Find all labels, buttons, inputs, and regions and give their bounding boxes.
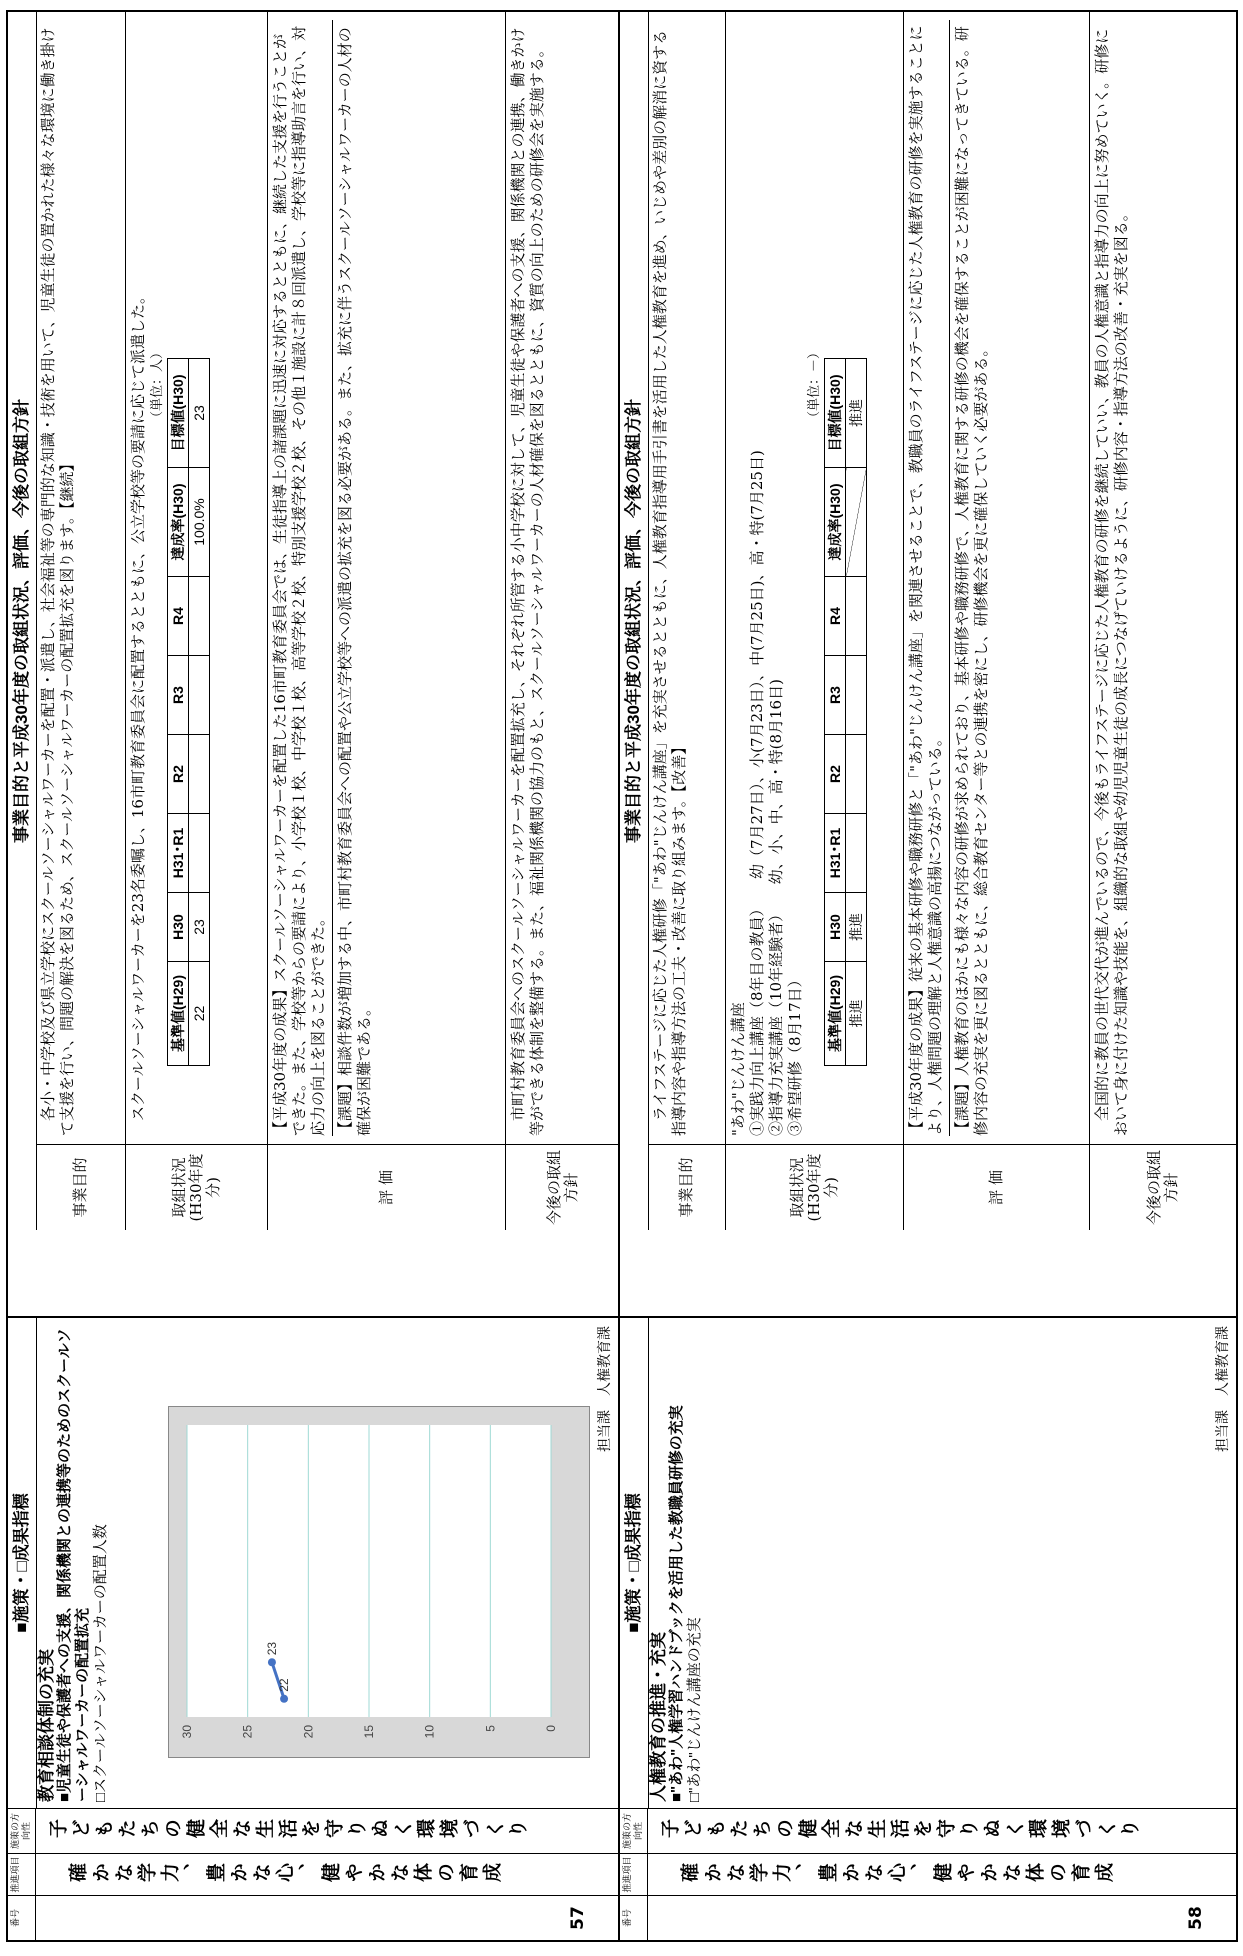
- status-cell: [726, 12, 903, 1144]
- item-header: 推進項目: [8, 1854, 36, 1895]
- status-label-text: 取組状況 (H30年度分): [170, 1153, 222, 1222]
- kpi-header: 基準値(H29): [825, 962, 846, 1066]
- promotion-item: 確かな学力、豊かな心、健やかな体の育成: [680, 1863, 1117, 1885]
- policy-title: 人権教育の推進・充実: [649, 1632, 668, 1802]
- kpi-value: 推進: [846, 359, 867, 468]
- data-point: [268, 1658, 276, 1666]
- record-57: [8, 12, 620, 1940]
- kpi-header: R2: [168, 735, 189, 814]
- section-title: 事業目的と平成30年度の取組状況、評価、今後の取組方針: [620, 12, 649, 1230]
- y-tick-label: 10: [422, 1725, 437, 1739]
- item-header: 推進項目: [620, 1854, 648, 1895]
- y-tick-label: 20: [301, 1725, 316, 1739]
- indicator: □スクールソーシャルワーカーの配置人数: [92, 1524, 109, 1802]
- policy-column: [8, 1316, 618, 1808]
- policy-text: [650, 1324, 704, 1802]
- kpi-value-row: [189, 359, 210, 1066]
- purpose-text: 各小・中学校及び県立学校にスクールソーシャルワーカーを配置・派遣し、社会福祉等の専門的な知識・技術を用いて、児童生徒の置かれた様々な環境に働き掛けて支援を行い、問題の解決を図るため、スクールソーシャルワーカーの配置拡充を図ります。【継続】: [39, 27, 76, 1136]
- direction-header: 施策の方向性: [8, 1809, 36, 1853]
- direction-header: 施策の方向性: [620, 1809, 648, 1853]
- policy-heading: ■施策・□成果指標: [620, 1318, 649, 1808]
- record-58: [620, 12, 1236, 1940]
- kpi-header: R4: [825, 577, 846, 656]
- status-line: "あわ"じんけん講座: [729, 1002, 747, 1136]
- policy-title: 教育相談体制の充実: [37, 1649, 56, 1802]
- eval-cell: [268, 12, 505, 1144]
- data-point: [280, 1695, 288, 1703]
- kpi-value: [846, 577, 867, 656]
- kpi-value: [189, 814, 210, 893]
- status-row: [726, 12, 904, 1230]
- kpi-table: [167, 358, 210, 1066]
- policy-text: [38, 1324, 110, 1802]
- eval-row: [268, 12, 506, 1230]
- future-label: 今後の取組方針: [506, 1144, 620, 1230]
- item-column: [620, 1853, 1236, 1895]
- indicator: □"あわ"じんけん講座の充実: [686, 1617, 703, 1802]
- kpi-value-row: [846, 359, 867, 1066]
- kpi-value: 推進: [846, 893, 867, 962]
- purpose-row: [648, 12, 726, 1230]
- purpose-label: 事業目的: [36, 1144, 125, 1230]
- kpi-value: 23: [189, 893, 210, 962]
- kpi-header: 達成率(H30): [825, 468, 846, 577]
- future-row: [506, 12, 620, 1230]
- promotion-item: 確かな学力、豊かな心、健やかな体の育成: [68, 1863, 505, 1885]
- eval-label: 評 価: [904, 1144, 1089, 1230]
- number-header: 番号: [8, 1896, 36, 1940]
- eval-row: [904, 12, 1090, 1230]
- section-title: 事業目的と平成30年度の取組状況、評価、今後の取組方針: [8, 12, 37, 1230]
- purpose-label: 事業目的: [648, 1144, 725, 1230]
- kpi-header: H31･R1: [825, 814, 846, 893]
- policy-sub: ■"あわ"人権学習ハンドブックを活用した教職員研修の充実: [668, 1405, 685, 1802]
- eval-result: 【平成30年度の成果】スクールソーシャルワーカーを配置した16市町教育委員会では、生徒指導上の諸課題に迅速に対応するとともに、継続した支援を行うことができた。また、学校等からの要請により、小学校１校、中学校１校、高等学校２校、特別支援学校２校、その他１施設に計８回派遣し、学校等に指導助言を行い、対応力の向上を図ることができた。: [271, 25, 327, 1136]
- department: 担当課 人権教育課: [596, 1326, 612, 1452]
- department: 担当課 人権教育課: [1214, 1326, 1230, 1452]
- future-row: [1090, 12, 1236, 1230]
- kpi-unit: （単位：人）: [150, 346, 165, 425]
- future-text: 市町村教育委員会へのスクールソーシャルワーカーを配置拡充し、それぞれ所管する小中学校に対して、児童生徒や保護者への支援、関係機関との連携、働きかけ等ができる体制を整備する。また、福祉関係機関の協力のもと、スクールソーシャルワーカーの人材確保を図るとともに、資質の向上のための研修会を実施する。: [509, 27, 546, 1136]
- eval-issue: 【課題】人権教育のほかにも様々な内容の研修が求められており、基本研修や職務研修で、人権教育に関する研修の機会を確保することが困難になってきている。研修内容の充実を更に図るとともに、総合教育センター等との連携を密にし、研修機会を更に確保していく必要がある。: [949, 20, 991, 1136]
- y-tick-label: 5: [483, 1725, 498, 1732]
- y-tick-label: 0: [544, 1725, 558, 1732]
- status-text: スクールソーシャルワーカーを23名委嘱し、16市町教育委員会に配置するとともに、公立学校等の要請に応じて派遣した。: [129, 289, 147, 1121]
- kpi-header: 目標値(H30): [168, 359, 189, 468]
- kpi-header: R3: [168, 656, 189, 735]
- kpi-value: [846, 656, 867, 735]
- kpi-value: 22: [189, 962, 210, 1066]
- eval-cell: [904, 12, 1089, 1144]
- chart-svg: [169, 1407, 589, 1757]
- body-column: [8, 12, 618, 1230]
- status-label: [126, 1144, 267, 1230]
- kpi-value: [189, 656, 210, 735]
- y-tick-label: 30: [180, 1725, 194, 1739]
- body-column: [620, 12, 1236, 1230]
- status-lines: [729, 20, 805, 1136]
- number-column: [8, 1895, 618, 1940]
- kpi-header: R3: [825, 656, 846, 735]
- y-tick-label: 15: [362, 1725, 376, 1739]
- kpi-header: R2: [825, 735, 846, 814]
- kpi-header: H30: [825, 893, 846, 962]
- kpi-header: 基準値(H29): [168, 962, 189, 1066]
- direction-column: [620, 1808, 1236, 1853]
- policy-column: [620, 1316, 1236, 1808]
- kpi-header-row: [825, 359, 846, 1066]
- kpi-value: [846, 814, 867, 893]
- status-line: ②指導力充実講座（10年経験者） 幼、小、中、高・特(8月16日): [767, 679, 785, 1136]
- kpi-value: [846, 468, 867, 577]
- kpi-value: [846, 735, 867, 814]
- eval-issue: 【課題】相談件数が増加する中、市町村教育委員会への配置や公立学校等への派遣の拡充を図る必要がある。また、拡充に伴うスクールソーシャルワーカーの人材の確保が困難である。: [332, 20, 374, 1136]
- eval-result: 【平成30年度の成果】従来の基本研修や職務研修と「"あわ"じんけん講座」を関連させることで、教職員のライフステージに応じた人権教育の研修を実施することにより、人権問題の理解と人権意識の高揚につながっている。: [907, 25, 944, 1136]
- status-label: [726, 1144, 903, 1230]
- indicator-chart: [168, 1406, 590, 1758]
- kpi-unit: （単位：－）: [807, 346, 822, 425]
- kpi-value: 100.0%: [189, 468, 210, 577]
- status-line: ①実践力向上講座（8年目の教員） 幼（7月27日）、小(7月23日）、中(7月25日)、高・特(7月25日): [748, 450, 766, 1136]
- kpi-header-row: [168, 359, 189, 1066]
- status-cell: [126, 12, 267, 1144]
- data-label: 22: [277, 1678, 292, 1692]
- purpose-text: ライフステージに応じた人権研修「"あわ"じんけん講座」を充実させるとともに、人権教育指導用手引書を活用した人権教育を進め、いじめや差別の解消に資する指導内容や指導方法の工夫・改善に取り組みます。【改善】: [651, 29, 688, 1136]
- status-line: ③希望研修（8月17日）: [786, 972, 804, 1136]
- kpi-table: [824, 358, 867, 1066]
- kpi-value: [189, 577, 210, 656]
- direction-column: [8, 1808, 618, 1853]
- policy-direction: 子どもたちの健全な生活を守りぬく環境づくり: [48, 1819, 531, 1841]
- item-column: [8, 1853, 618, 1895]
- status-row: [126, 12, 268, 1230]
- kpi-header: 目標値(H30): [825, 359, 846, 468]
- kpi-header: R4: [168, 577, 189, 656]
- number-column: [620, 1895, 1236, 1940]
- purpose-row: [36, 12, 126, 1230]
- eval-label: 評 価: [268, 1144, 505, 1230]
- policy-sub: ■児童生徒や保護者への支援、関係機関との連携等のためのスクールソーシャルワーカーの配置拡充: [56, 1328, 91, 1802]
- y-tick-label: 25: [240, 1725, 255, 1739]
- kpi-header: 達成率(H30): [168, 468, 189, 577]
- kpi-value: 23: [189, 359, 210, 468]
- record-number: 57: [568, 1906, 588, 1930]
- record-number: 58: [1186, 1906, 1206, 1930]
- future-label: 今後の取組方針: [1090, 1144, 1236, 1230]
- policy-direction: 子どもたちの健全な生活を守りぬく環境づくり: [660, 1819, 1143, 1841]
- future-text: 全国的に教員の世代交代が進んでいるので、今後もライフステージに応じた人権教育の研修を継続していい、教員の人権意識と指導力の向上に努めていく。研修において身に付けた知識や技能を、組織的な取組や幼児児童生徒の成長につなげていけるように、研修内容・指導方法の改善・充実を図る。: [1093, 28, 1130, 1136]
- kpi-value: 推進: [846, 962, 867, 1066]
- data-label: 23: [264, 1641, 279, 1656]
- policy-heading: ■施策・□成果指標: [8, 1318, 37, 1808]
- document-sheet: [6, 10, 1238, 1942]
- kpi-value: [189, 735, 210, 814]
- kpi-header: H30: [168, 893, 189, 962]
- status-label-text: 取組状況 (H30年度分): [788, 1153, 840, 1222]
- number-header: 番号: [620, 1896, 648, 1940]
- kpi-header: H31･R1: [168, 814, 189, 893]
